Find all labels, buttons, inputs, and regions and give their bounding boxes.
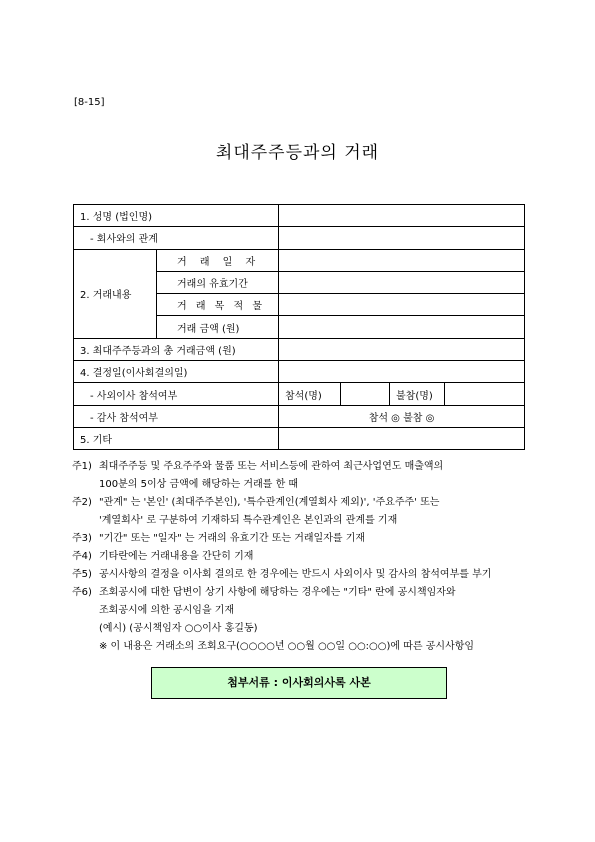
note-continuation: 100분의 5이상 금액에 해당하는 거래를 한 때	[99, 479, 299, 490]
note-item	[72, 584, 532, 602]
value-cell-attend-count[interactable]	[341, 383, 390, 405]
row-label-name: 1. 성명 (법인명)	[74, 205, 279, 227]
note-item	[72, 458, 532, 476]
form-code: [8-15]	[74, 97, 105, 108]
value-cell-etc[interactable]	[279, 427, 525, 449]
row-label-trade-object: 거 래 목 적 물	[157, 294, 279, 316]
table-row	[74, 361, 525, 383]
row-label-auditor: - 감사 참석여부	[74, 405, 279, 427]
value-cell-validity-period[interactable]	[279, 271, 525, 293]
note-number: 주1)	[72, 461, 92, 472]
value-cell-trade-date[interactable]	[279, 249, 525, 271]
note-continuation: 조회공시에 의한 공시임을 기재	[99, 605, 235, 616]
attachment-box: 첨부서류 : 이사회의사록 사본	[151, 667, 447, 699]
row-label-outside-director: - 사외이사 참석여부	[74, 383, 279, 405]
note-number: 주2)	[72, 497, 92, 508]
row-label-trade-date: 거 래 일 자	[157, 249, 279, 271]
note-number: 주5)	[72, 569, 92, 580]
table-row	[74, 383, 525, 405]
note-text: 조회공시에 대한 답변이 상기 사항에 해당하는 경우에는 "기타" 란에 공시책임자와	[99, 587, 456, 598]
row-label-decision-date: 4. 결정일(이사회결의일)	[74, 361, 279, 383]
note-item	[72, 566, 532, 584]
note-item	[72, 548, 532, 566]
row-label-trade-amount: 거래 금액 (원)	[157, 316, 279, 338]
value-cell-trade-amount[interactable]	[279, 316, 525, 338]
row-label-relation: - 회사와의 관계	[74, 227, 279, 249]
note-text: "기간" 또는 "일자" 는 거래의 유효기간 또는 거래일자를 기재	[99, 533, 366, 544]
table-row	[74, 427, 525, 449]
note-item	[72, 530, 532, 548]
note-item	[72, 494, 532, 512]
note-text: "관계" 는 '본인' (최대주주본인), '특수관계인(계열회사 제외)', '주요주주' 또는	[99, 497, 440, 508]
value-cell-absent-count[interactable]	[445, 383, 525, 405]
note-reference: ※ 이 내용은 거래소의 조회요구(○○○○년 ○○월 ○○일 ○○:○○)에 따른 공시사항임	[99, 641, 475, 652]
row-label-validity-period: 거래의 유효기간	[157, 271, 279, 293]
note-example: (예시) (공시책임자 ○○이사 홍길동)	[99, 623, 258, 634]
value-cell-relation[interactable]	[279, 227, 525, 249]
note-text: 공시사항의 결정을 이사회 결의로 한 경우에는 반드시 사외이사 및 감사의 참석여부를 부기	[99, 569, 492, 580]
note-text: 기타란에는 거래내용을 간단히 기재	[99, 551, 254, 562]
note-number: 주3)	[72, 533, 92, 544]
label-absent-count: 불참(명)	[390, 383, 445, 405]
note-continuation: '계열회사' 로 구분하여 기재하되 특수관계인은 본인과의 관계를 기재	[99, 515, 398, 526]
row-label-trade-content: 2. 거래내용	[74, 249, 157, 338]
value-cell-auditor[interactable]: 참석 ◎ 불참 ◎	[279, 405, 525, 427]
disclosure-form-table	[73, 204, 525, 450]
row-label-etc: 5. 기타	[74, 427, 279, 449]
table-row	[74, 338, 525, 360]
value-cell-trade-object[interactable]	[279, 294, 525, 316]
row-label-total-amount: 3. 최대주주등과의 총 거래금액 (원)	[74, 338, 279, 360]
table-row	[74, 205, 525, 227]
table-row	[74, 249, 525, 271]
notes-section	[72, 458, 532, 656]
value-cell-decision-date[interactable]	[279, 361, 525, 383]
page-title: 최대주주등과의 거래	[215, 143, 380, 163]
value-cell-total-amount[interactable]	[279, 338, 525, 360]
table-row	[74, 405, 525, 427]
value-cell-name[interactable]	[279, 205, 525, 227]
note-text: 최대주주등 및 주요주주와 물품 또는 서비스등에 관하여 최근사업연도 매출액의	[99, 461, 444, 472]
label-attend-count: 참석(명)	[279, 383, 341, 405]
note-number: 주6)	[72, 587, 92, 598]
note-number: 주4)	[72, 551, 92, 562]
table-row	[74, 227, 525, 249]
